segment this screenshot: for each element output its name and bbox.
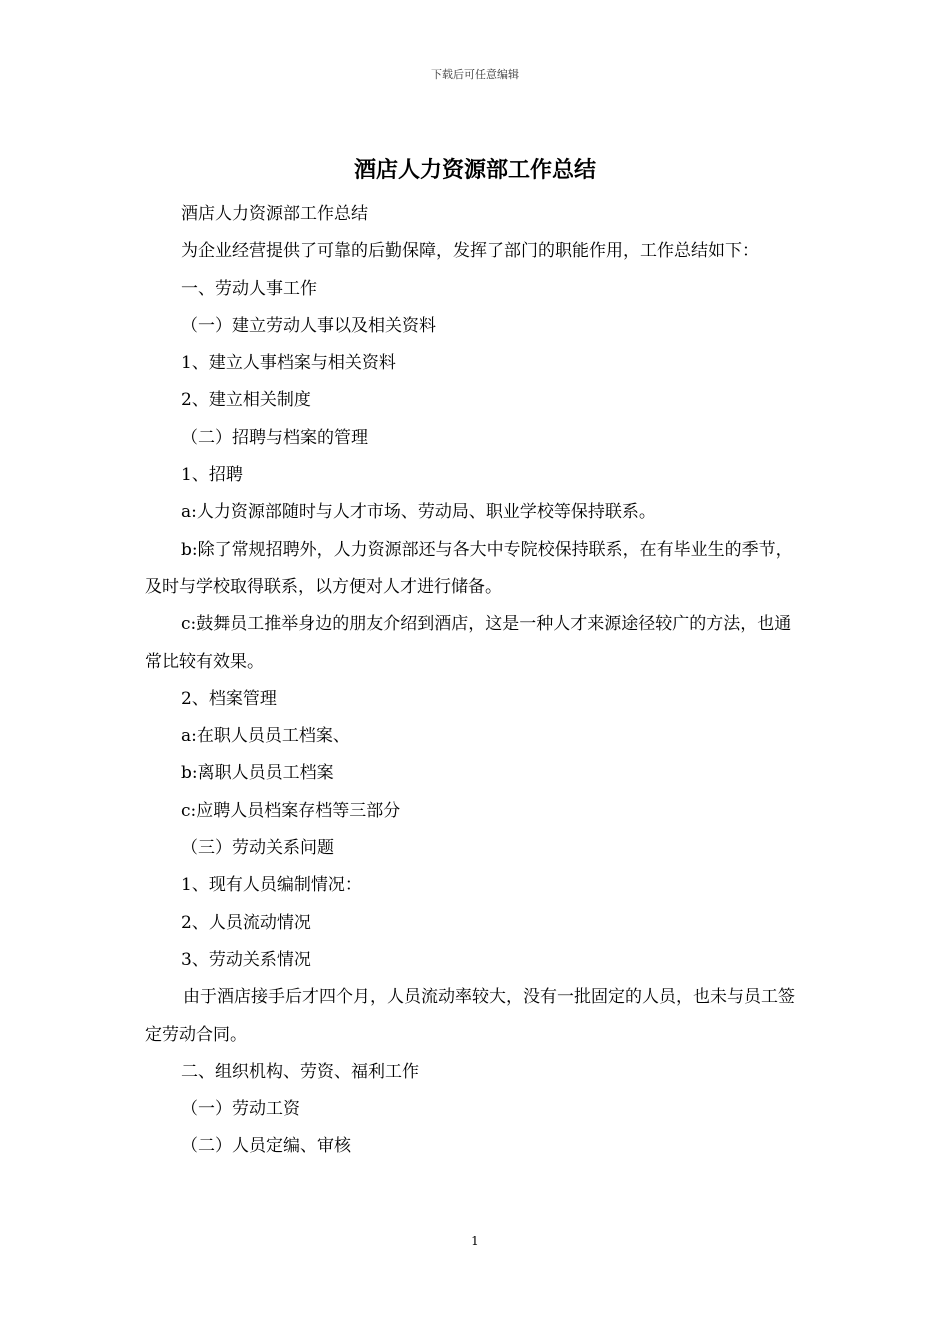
paragraph: a:人力资源部随时与人才市场、劳动局、职业学校等保持联系。	[181, 502, 656, 523]
page-number: 1	[471, 1234, 479, 1248]
paragraph: 1、招聘	[181, 465, 243, 486]
paragraph: 3、劳动关系情况	[181, 949, 311, 970]
document-title: 酒店人力资源部工作总结	[353, 157, 596, 183]
paragraph: 酒店人力资源部工作总结	[181, 204, 368, 224]
paragraph: （一）劳动工资	[181, 1099, 300, 1120]
paragraph: （三）劳动关系问题	[181, 838, 334, 859]
paragraph: a:在职人员员工档案、	[181, 726, 350, 747]
page-header: 下载后可任意编辑	[431, 68, 519, 81]
paragraph: （二）招聘与档案的管理	[181, 427, 368, 448]
paragraph: c:鼓舞员工推举身边的朋友介绍到酒店，这是一种人才来源途径较广的方法，也通常比较有效果。	[145, 614, 792, 672]
paragraph: （二）人员定编、审核	[181, 1136, 351, 1157]
paragraph: 为企业经营提供了可靠的后勤保障，发挥了部门的职能作用，工作总结如下：	[181, 241, 759, 262]
paragraph: b:离职人员员工档案	[181, 763, 334, 784]
paragraph: 一、劳动人事工作	[181, 278, 317, 299]
paragraph: （一）建立劳动人事以及相关资料	[181, 315, 436, 336]
paragraph: 1、现有人员编制情况：	[181, 875, 362, 896]
paragraph: c:应聘人员档案存档等三部分	[181, 800, 401, 821]
paragraph: 二、组织机构、劳资、福利工作	[181, 1061, 419, 1082]
paragraph: 1、建立人事档案与相关资料	[181, 353, 396, 374]
paragraph: b:除了常规招聘外，人力资源部还与各大中专院校保持联系，在有毕业生的季节，及时与学校取得联系，以方便对人才进行储备。	[145, 539, 793, 597]
paragraph: 2、建立相关制度	[181, 390, 311, 411]
document-body	[145, 196, 807, 1166]
paragraph: 2、人员流动情况	[181, 912, 311, 933]
paragraph: 2、档案管理	[181, 688, 277, 709]
paragraph: 由于酒店接手后才四个月，人员流动率较大，没有一批固定的人员，也未与员工签定劳动合同。	[145, 987, 795, 1045]
